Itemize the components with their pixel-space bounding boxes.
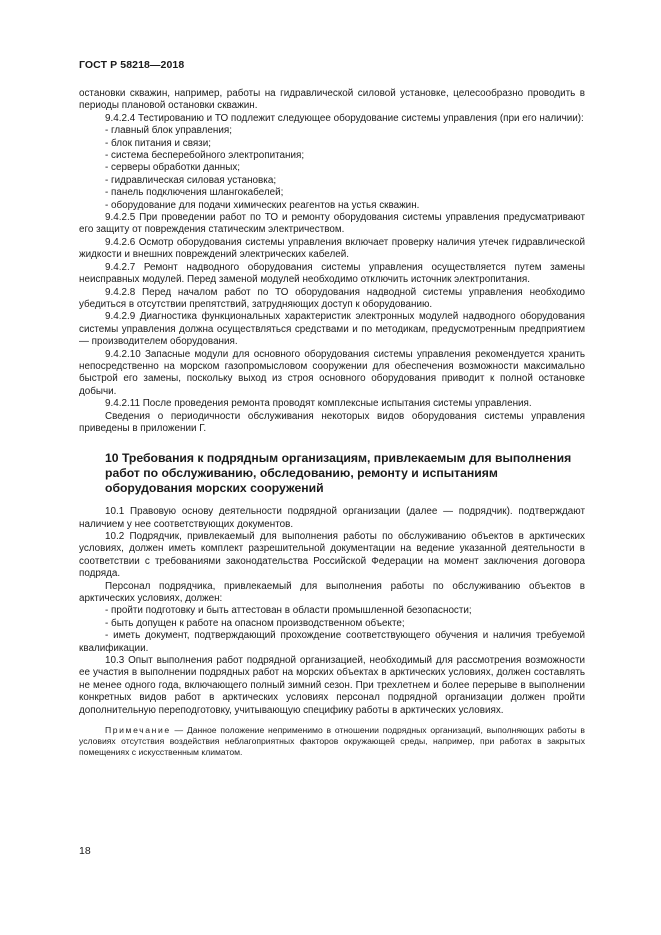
clause-9-4-2-7: 9.4.2.7 Ремонт надводного оборудования системы управления осуществляется путем замены неисправных модулей. Перед заменой модулей необходимо отключить источник электропитания. xyxy=(79,261,585,286)
clause-10-3: 10.3 Опыт выполнения работ подрядной организацией, необходимый для рассмотрения возможности ее участия в выполнении подрядных работ на морских объектах в арктических условиях, должен составлять не менее одного года, включающего полный зимний сезон. При трехлетнем и более перерыве в выполнении конкретных видов работ в арктических условиях персонал подрядной организации должен пройти дополнительную переподготовку, учитывающую специфику работы в арктических условиях. xyxy=(79,655,585,716)
personnel-requirements: Персонал подрядчика, привлекаемый для выполнения работы по обслуживанию объектов в арктических условиях, должен: xyxy=(79,580,585,604)
section-10-title: 10 Требования к подрядным организациям, привлекаемым для выполнения работ по обслуживанию, обследованию, ремонту и испытаниям оборудования морских сооружений xyxy=(105,451,572,495)
list-item: - оборудование для подачи химических реагентов на устья скважин. xyxy=(105,199,420,211)
list-item: - главный блок управления; xyxy=(105,125,232,137)
list-item: - гидравлическая силовая установка; xyxy=(105,174,277,186)
list-item: - система бесперебойного электропитания; xyxy=(105,150,305,162)
paragraph-continuation: остановки скважин, например, работы на гидравлической силовой установке, целесообразно проводить в периоды плановой остановки скважин. xyxy=(79,88,585,112)
clause-9-4-2-9: 9.4.2.9 Диагностика функциональных характеристик электронных модулей надводного оборудования системы управления должна осуществляться средствами и по методикам, предусмотренным предприятием — производителем оборудования. xyxy=(79,311,585,348)
list-item: - иметь документ, подтверждающий прохождение соответствующего обучения и наличия требуемой квалификации. xyxy=(79,630,585,654)
clause-10-1: 10.1 Правовую основу деятельности подрядной организации (далее — подрядчик). подтверждают наличием у нее соответствующих документов. xyxy=(79,506,585,530)
clause-10-2: 10.2 Подрядчик, привлекаемый для выполнения работы по обслуживанию объектов в арктических условиях, должен иметь комплект разрешительной документации на ведение указанной деятельности в соответствии с требованиями законодательства Российской Федерации на момент заключения договора подряда. xyxy=(79,530,585,580)
standard-header: ГОСТ Р 58218—2018 xyxy=(79,59,185,71)
list-item: - быть допущен к работе на опасном производственном объекте; xyxy=(105,617,405,629)
clause-9-4-2-6: 9.4.2.6 Осмотр оборудования системы управления включает проверку наличия утечек гидравлической жидкости и внешних повреждений электрических кабелей. xyxy=(79,236,585,261)
clause-9-4-2-10: 9.4.2.10 Запасные модули для основного оборудования системы управления рекомендуется хранить непосредственно на морском газопромысловом сооружении для обеспечения возможности максимально быстрой его замены, поскольку выход из строя основного оборудования приводит к полной остановке добычи. xyxy=(79,348,585,397)
appendix-reference: Сведения о периодичности обслуживания некоторых видов оборудования системы управления приведены в приложении Г. xyxy=(79,410,585,434)
note xyxy=(79,725,585,759)
clause-9-4-2-4: 9.4.2.4 Тестированию и ТО подлежит следующее оборудование системы управления (при его наличии): xyxy=(105,112,584,124)
page-number: 18 xyxy=(79,845,91,857)
clause-9-4-2-8: 9.4.2.8 Перед началом работ по ТО оборудования надводной системы управления необходимо убедиться в отсутствии препятствий, затрудняющих доступ к оборудованию. xyxy=(79,286,585,310)
list-item: - блок питания и связи; xyxy=(105,137,211,149)
clause-9-4-2-11: 9.4.2.11 После проведения ремонта проводят комплексные испытания системы управления. xyxy=(105,398,532,410)
note-label: Примечание xyxy=(105,725,171,736)
page-body xyxy=(79,88,585,759)
note-text: — Данное положение неприменимо в отношении подрядных организаций, выполняющих работы в условиях отсутствия воздействия неблагоприятных факторов окружающей среды, например, при работах в закрытых помещениях с искусственным климатом. xyxy=(79,725,585,758)
list-item: - пройти подготовку и быть аттестован в области промышленной безопасности; xyxy=(105,605,472,617)
list-item: - серверы обработки данных; xyxy=(105,162,241,174)
list-item: - панель подключения шлангокабелей; xyxy=(105,187,284,199)
clause-9-4-2-5: 9.4.2.5 При проведении работ по ТО и ремонту оборудования системы управления предусматривают его защиту от повреждения статическим электричеством. xyxy=(79,212,585,236)
